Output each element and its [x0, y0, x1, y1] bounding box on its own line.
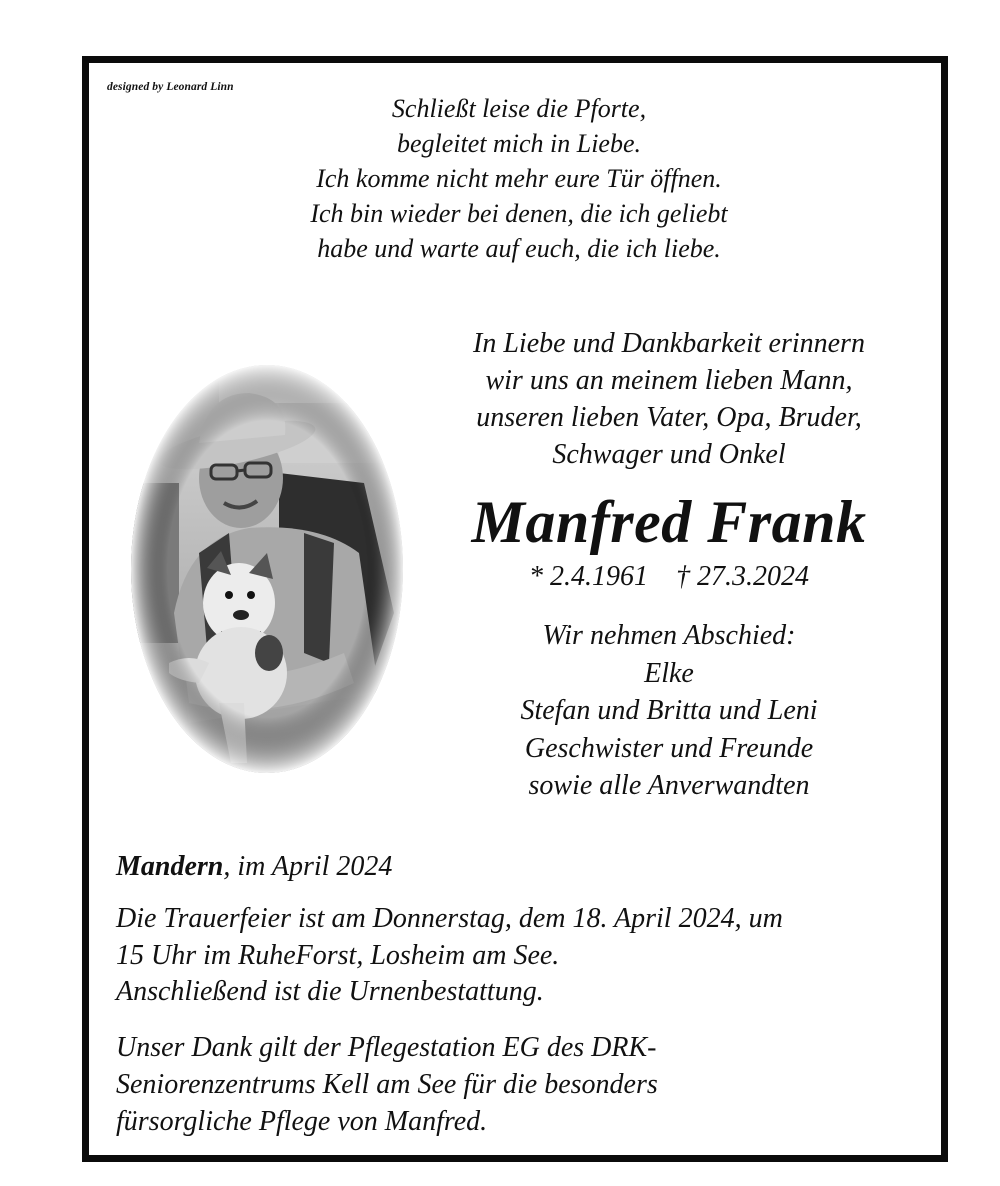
portrait-photo [129, 363, 405, 775]
thanks-line: Unser Dank gilt der Pflegestation EG des DRK- [116, 1032, 657, 1063]
poem-line: Ich komme nicht mehr eure Tür öffnen. [316, 164, 722, 193]
place-town: Mandern [116, 851, 224, 882]
intro-line: Schwager und Onkel [552, 439, 786, 470]
place-date: , im April 2024 [223, 851, 393, 882]
thanks-note [116, 1029, 926, 1140]
remembrance-intro [419, 325, 919, 473]
farewell-line: Geschwister und Freunde [524, 732, 814, 764]
farewell-line: Stefan und Britta und Leni [520, 695, 818, 726]
intro-line: wir uns an meinem lieben Mann, [485, 365, 853, 396]
poem-line: Schließt leise die Pforte, [391, 94, 647, 123]
farewell-line: sowie alle Anverwandten [528, 770, 810, 801]
service-line: Die Trauerfeier ist am Donnerstag, dem 18. April 2024, um [116, 903, 783, 934]
farewell-line: Elke [644, 657, 694, 689]
poem-line: habe und warte auf euch, die ich liebe. [317, 234, 721, 263]
deceased-name: Manfred Frank [471, 489, 867, 555]
thanks-line: Seniorenzentrums Kell am See für die besonders [116, 1069, 658, 1100]
birth-date: * 2.4.1961 [529, 561, 648, 592]
service-line: 15 Uhr im RuheForst, Losheim am See. [116, 939, 560, 971]
life-dates [419, 559, 919, 595]
funeral-service-info [116, 901, 926, 1011]
obituary-frame [82, 56, 948, 1162]
intro-line: unseren lieben Vater, Opa, Bruder, [476, 402, 862, 433]
designer-credit: designed by Leonard Linn [107, 81, 234, 93]
death-date: † 27.3.2024 [676, 561, 809, 592]
poem-line: Ich bin wieder bei denen, die ich geliebt [310, 199, 728, 228]
farewell-line: Wir nehmen Abschied: [542, 620, 796, 651]
place-and-date [116, 849, 392, 885]
memorial-poem [219, 91, 819, 266]
mourners-list [419, 617, 919, 805]
service-line: Anschließend ist die Urnenbestattung. [116, 976, 544, 1007]
poem-line: begleitet mich in Liebe. [396, 129, 642, 158]
thanks-line: fürsorgliche Pflege von Manfred. [116, 1106, 488, 1137]
intro-line: In Liebe und Dankbarkeit erinnern [473, 328, 865, 359]
